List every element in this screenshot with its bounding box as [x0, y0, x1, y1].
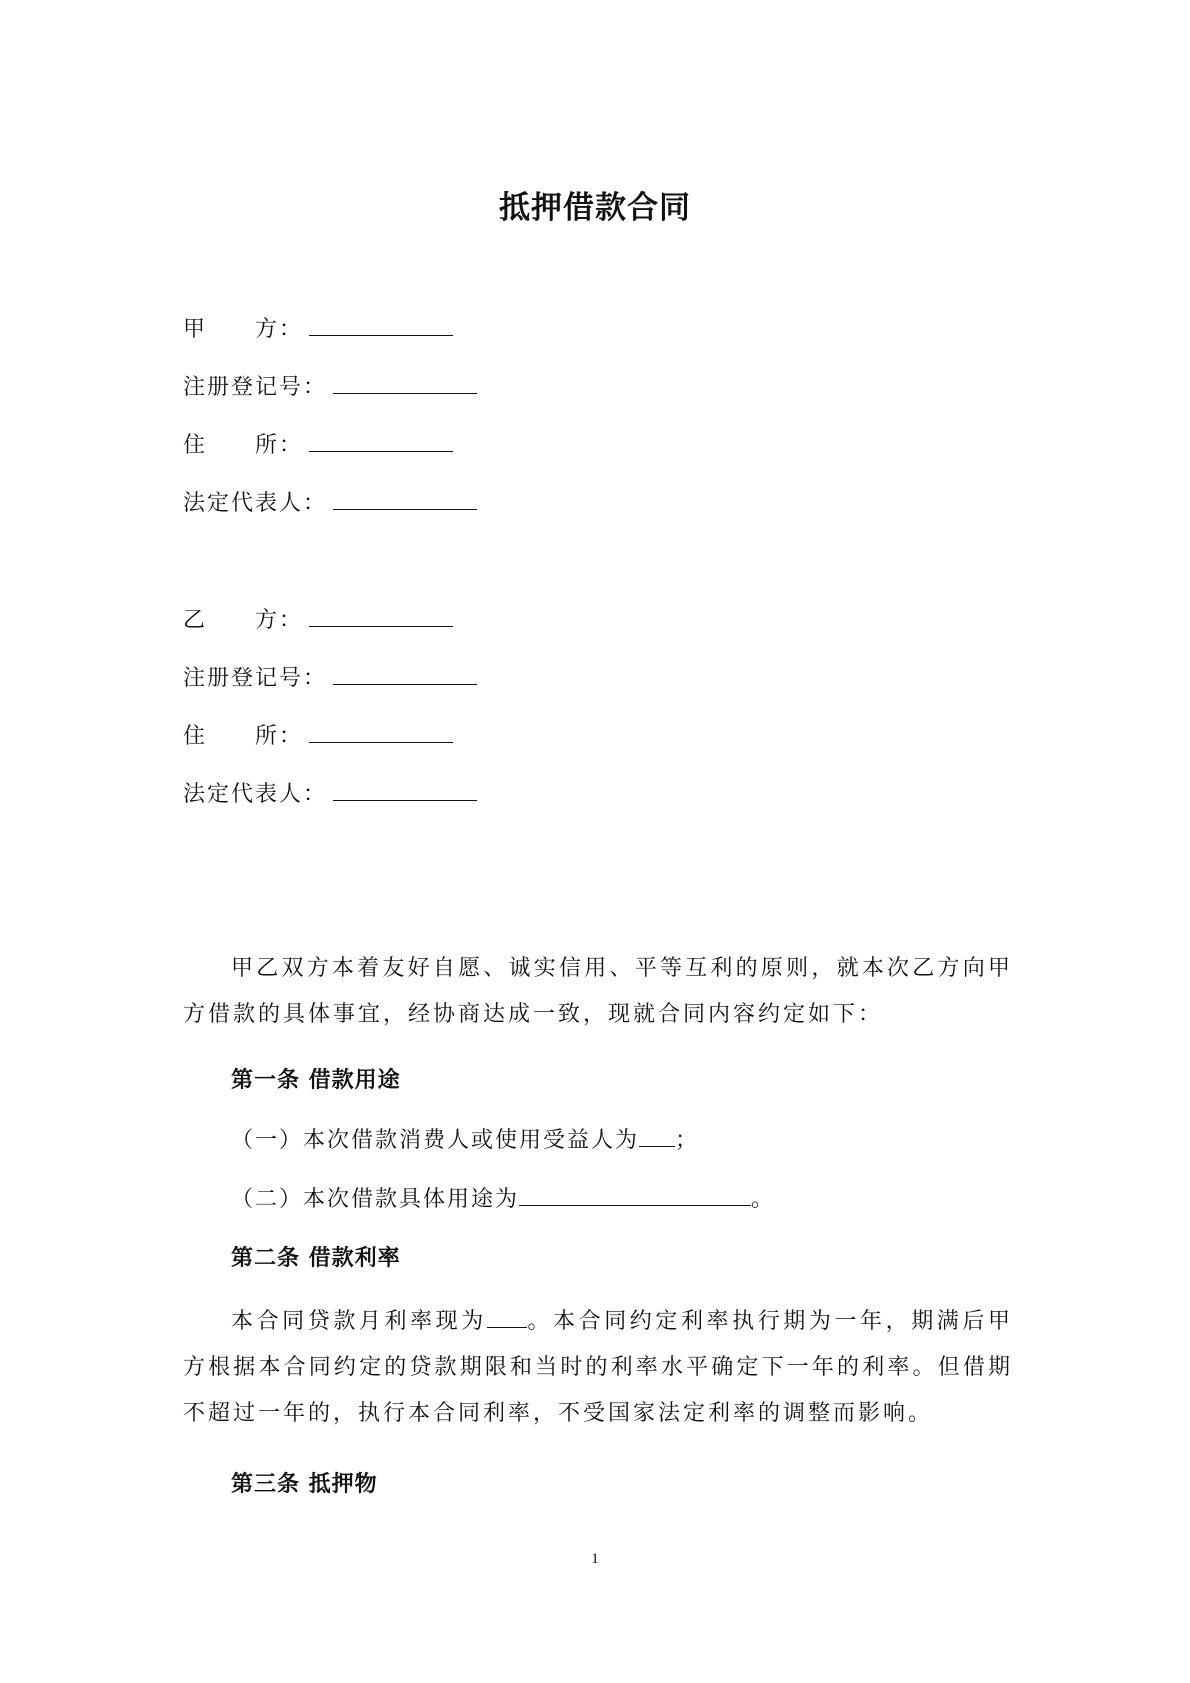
article-1-item-1 [231, 1124, 699, 1156]
party-b-rep-blank[interactable] [333, 778, 477, 801]
party-a-rep-blank[interactable] [333, 487, 477, 510]
preamble-paragraph: 甲乙双方本着友好自愿、诚实信用、平等互利的原则，就本次乙方向甲方借款的具体事宜，经协商达成一致，现就合同内容约定如下： [183, 956, 1013, 1027]
article-1-item-2 [231, 1183, 775, 1215]
article-2-text-suffix: 。本合同约定利率执行期为一年，期满后甲方根据本合同约定的贷款期限和当时的利率水平确定下一年的利率。但借期不超过一年的，执行本合同利率，不受国家法定利率的调整而影响。 [183, 1309, 1013, 1426]
party-a-field [183, 313, 453, 345]
party-a-rep-label: 法定代表人： [183, 491, 328, 516]
party-a-address-blank[interactable] [309, 429, 453, 452]
beneficiary-blank[interactable] [639, 1124, 675, 1147]
party-b-address-field [183, 720, 453, 752]
party-a-reg-field [183, 371, 477, 403]
article-2-heading: 第二条 借款利率 [231, 1245, 401, 1271]
purpose-blank[interactable] [519, 1183, 751, 1206]
article-1-item-1-text: （一）本次借款消费人或使用受益人为 [231, 1128, 640, 1153]
party-a-label: 甲 方： [183, 317, 304, 342]
article-3-heading: 第三条 抵押物 [231, 1471, 378, 1497]
party-b-reg-blank[interactable] [333, 662, 477, 685]
party-b-address-label: 住 所： [183, 724, 304, 749]
party-a-blank[interactable] [309, 313, 453, 336]
party-b-blank[interactable] [309, 604, 453, 627]
party-b-rep-label: 法定代表人： [183, 782, 328, 807]
party-b-reg-field [183, 662, 477, 694]
article-1-heading: 第一条 借款用途 [231, 1067, 401, 1093]
party-b-reg-label: 注册登记号： [183, 666, 328, 691]
article-1-item-2-text: （二）本次借款具体用途为 [231, 1187, 520, 1212]
party-b-address-blank[interactable] [309, 720, 453, 743]
article-1-item-2-suffix: 。 [751, 1187, 776, 1212]
page-number: 1 [591, 1551, 599, 1567]
interest-rate-blank[interactable] [487, 1305, 527, 1328]
party-a-reg-label: 注册登记号： [183, 375, 328, 400]
document-title: 抵押借款合同 [499, 190, 691, 226]
party-a-rep-field [183, 487, 477, 519]
article-2-paragraph [183, 1299, 1013, 1437]
article-2-text-prefix: 本合同贷款月利率现为 [231, 1309, 487, 1334]
party-b-rep-field [183, 778, 477, 810]
party-a-address-label: 住 所： [183, 433, 304, 458]
party-b-label: 乙 方： [183, 608, 304, 633]
party-b-field [183, 604, 453, 636]
article-1-item-1-suffix: ； [675, 1128, 700, 1153]
party-a-reg-blank[interactable] [333, 371, 477, 394]
party-a-address-field [183, 429, 453, 461]
